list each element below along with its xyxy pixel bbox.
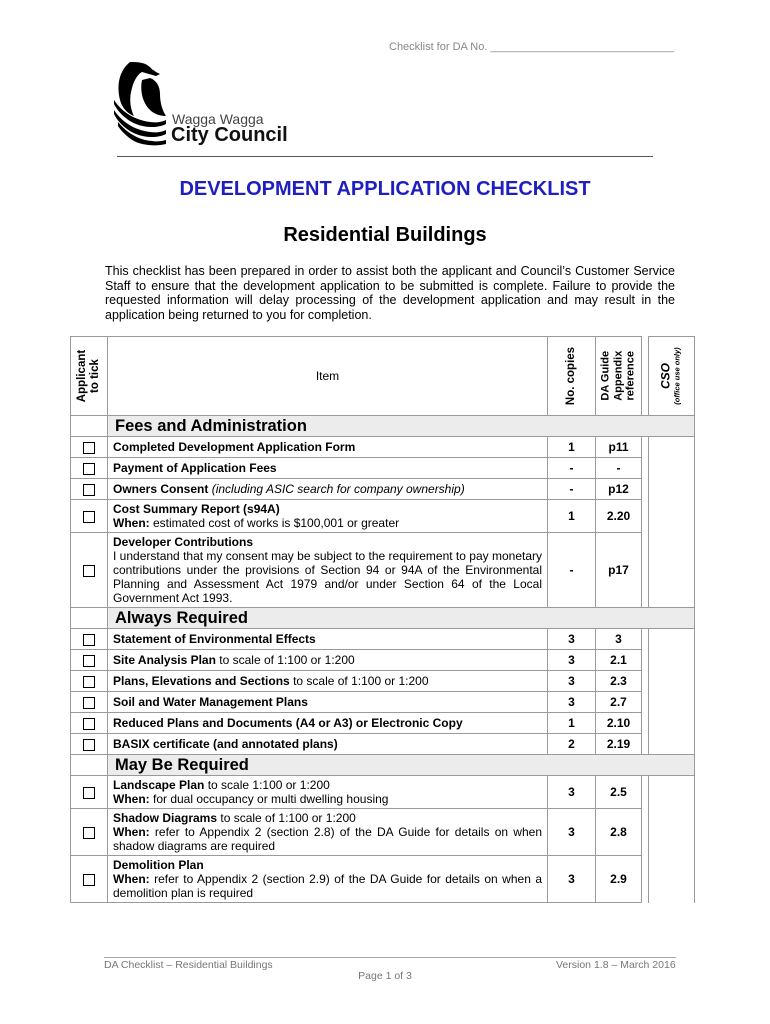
checklist-row [71,458,695,479]
section-title: Always Required [108,608,695,629]
item-line [113,535,542,549]
header-copies-label: No. copies [565,346,578,406]
guide-reference: p12 [596,479,642,500]
copies-value: 3 [548,671,596,692]
copies-value: 1 [548,437,596,458]
checkbox[interactable] [83,655,95,667]
cso-cell[interactable] [649,479,695,500]
item-scale: to scale of 1:100 or 1:200 [215,653,355,667]
cso-cell[interactable] [649,533,695,608]
cso-cell[interactable] [649,629,695,650]
checklist-row [71,479,695,500]
item-description [108,734,548,755]
header-guide [596,337,642,416]
tick-cell[interactable] [71,500,108,533]
gap-cell [642,629,649,650]
gap-cell [642,458,649,479]
item-line [113,461,542,475]
tick-cell[interactable] [71,437,108,458]
table-header-row [71,337,695,416]
condition-text: estimated cost of works is $100,001 or greater [149,516,400,530]
copies-value: 1 [548,713,596,734]
checkbox[interactable] [83,676,95,688]
item-description [108,650,548,671]
item-name: Payment of Application Fees [113,461,277,475]
item-name: Reduced Plans and Documents (A4 or A3) or Electronic Copy [113,716,463,730]
item-description [108,629,548,650]
checkbox[interactable] [83,565,95,577]
header-cso-label: CSO [658,363,673,390]
section-spacer [71,416,108,437]
gap-cell [642,479,649,500]
checkbox[interactable] [83,511,95,523]
checklist-row [71,856,695,903]
header-cso-note: (office use only) [672,347,682,405]
copies-value: - [548,479,596,500]
footer-divider [104,957,676,958]
cso-cell[interactable] [649,776,695,809]
header-divider [117,156,653,157]
footer-version: Version 1.8 – March 2016 [556,959,676,971]
copies-value: 3 [548,809,596,856]
copies-value: 3 [548,856,596,903]
checklist-row [71,713,695,734]
checklist-row [71,692,695,713]
item-scale: to scale of 1:100 or 1:200 [217,811,356,825]
item-line [113,737,542,751]
item-line [113,653,542,667]
gap-cell [642,856,649,903]
checkbox[interactable] [83,484,95,496]
checklist-row [71,500,695,533]
guide-reference: 2.7 [596,692,642,713]
logo-text-line2: City Council [171,124,288,146]
tick-cell[interactable] [71,458,108,479]
da-number-label: Checklist for DA No. ______________________________ [389,41,675,53]
checklist-row [71,437,695,458]
item-name: Developer Contributions [113,535,254,549]
gap-cell [642,337,649,416]
item-name: Shadow Diagrams [113,811,218,825]
cso-cell[interactable] [649,650,695,671]
header-cso [649,337,695,416]
item-line [113,695,542,709]
item-description [108,500,548,533]
item-name: Statement of Environmental Effects [113,632,316,646]
item-name: Plans, Elevations and Sections [113,674,290,688]
item-name: Completed Development Application Form [113,440,356,454]
condition-text: refer to Appendix 2 (section 2.9) of the DA Guide for details on when a demolition plan is required [113,872,542,900]
item-condition [113,872,542,900]
gap-cell [642,650,649,671]
guide-reference: 2.10 [596,713,642,734]
condition-text: refer to Appendix 2 (section 2.8) of the DA Guide for details on when shadow diagrams are required [113,825,542,853]
item-name: BASIX certificate (and annotated plans) [113,737,338,751]
checklist-table [70,336,695,903]
checkbox[interactable] [83,739,95,751]
gap-cell [642,734,649,755]
cso-cell[interactable] [649,671,695,692]
item-name: Landscape Plan [113,778,205,792]
checkbox[interactable] [83,874,95,886]
item-description [108,458,548,479]
cso-cell[interactable] [649,692,695,713]
checklist-row [71,629,695,650]
item-scale: to scale of 1:100 or 1:200 [289,674,429,688]
guide-reference: 2.19 [596,734,642,755]
tick-cell[interactable] [71,809,108,856]
checklist-row [71,734,695,755]
footer-page-number: Page 1 of 3 [358,970,412,982]
copies-value: - [548,533,596,608]
checkbox[interactable] [83,442,95,454]
header-copies [548,337,596,416]
checklist-row [71,533,695,608]
tick-cell[interactable] [71,734,108,755]
item-name: Cost Summary Report (s94A) [113,502,280,516]
checklist-row [71,650,695,671]
gap-cell [642,437,649,458]
logo-text-line1: Wagga Wagga [172,111,264,127]
item-line [113,716,542,730]
section-header-row [71,755,695,776]
gap-cell [642,776,649,809]
item-description [108,692,548,713]
cso-cell[interactable] [649,856,695,903]
copies-value: 3 [548,692,596,713]
page-subtitle: Residential Buildings [283,224,487,246]
guide-reference: 3 [596,629,642,650]
guide-reference: 2.9 [596,856,642,903]
item-description [108,776,548,809]
item-description [108,856,548,903]
tick-cell[interactable] [71,479,108,500]
guide-reference: p11 [596,437,642,458]
item-name: Owners Consent [113,482,209,496]
item-line [113,502,542,516]
gap-cell [642,692,649,713]
item-description [108,809,548,856]
item-line [113,858,542,872]
header-applicant-tick-label: Applicant to tick [76,349,102,403]
item-name: Site Analysis Plan [113,653,216,667]
header-guide-label: DA Guide Appendix reference [599,350,637,402]
item-line [113,440,542,454]
item-scale: to scale 1:100 or 1:200 [204,778,330,792]
tick-cell[interactable] [71,533,108,608]
gap-cell [642,500,649,533]
cso-cell[interactable] [649,500,695,533]
cso-cell[interactable] [649,713,695,734]
guide-reference: p17 [596,533,642,608]
tick-cell[interactable] [71,692,108,713]
tick-cell[interactable] [71,856,108,903]
item-description [108,533,548,608]
item-line [113,811,542,825]
footer-document-name: DA Checklist – Residential Buildings [104,959,273,971]
guide-reference: 2.20 [596,500,642,533]
section-spacer [71,755,108,776]
checkbox[interactable] [83,718,95,730]
checkbox[interactable] [83,697,95,709]
checklist-row [71,776,695,809]
condition-label: When: [113,825,150,839]
condition-label: When: [113,872,150,886]
tick-cell[interactable] [71,671,108,692]
item-line [113,632,542,646]
cso-cell[interactable] [649,458,695,479]
copies-value: 3 [548,629,596,650]
header-item: Item [108,337,548,416]
tick-cell[interactable] [71,650,108,671]
condition-label: When: [113,516,150,530]
item-note: (including ASIC search for company ownership) [208,482,465,496]
intro-paragraph: This checklist has been prepared in order to assist both the applicant and Council’s Customer Service Staff to ensure that the development application to be submitted is complete. Failure to provide the requested information will delay processing of the development application and may result in the application being returned to you for completion. [105,264,675,322]
copies-value: 3 [548,650,596,671]
guide-reference: 2.5 [596,776,642,809]
checkbox[interactable] [83,463,95,475]
item-description [108,479,548,500]
cso-cell[interactable] [649,734,695,755]
checkbox[interactable] [83,827,95,839]
guide-reference: 2.8 [596,809,642,856]
section-header-row [71,608,695,629]
section-title: May Be Required [108,755,695,776]
checklist-row [71,671,695,692]
item-description [108,713,548,734]
condition-label: When: [113,792,150,806]
cso-cell[interactable] [649,437,695,458]
item-description [108,671,548,692]
item-line [113,674,542,688]
tick-cell[interactable] [71,629,108,650]
item-condition [113,825,542,853]
council-logo-icon [112,60,168,146]
page-title: DEVELOPMENT APPLICATION CHECKLIST [179,178,591,200]
header-applicant-tick [71,337,108,416]
item-condition [113,516,542,530]
gap-cell [642,671,649,692]
checkbox[interactable] [83,634,95,646]
item-detail: I understand that my consent may be subject to the requirement to pay monetary contributions under the provisions of Section 94 or 94A of the Environmental Planning and Assessment Act 1979 and/or under Section 64 of the Local Government Act 1993. [113,549,542,605]
item-line [113,482,542,496]
copies-value: 2 [548,734,596,755]
item-condition [113,792,542,806]
copies-value: - [548,458,596,479]
guide-reference: 2.1 [596,650,642,671]
checkbox[interactable] [83,787,95,799]
section-spacer [71,608,108,629]
tick-cell[interactable] [71,776,108,809]
gap-cell [642,713,649,734]
gap-cell [642,809,649,856]
section-header-row [71,416,695,437]
guide-reference: 2.3 [596,671,642,692]
cso-cell[interactable] [649,809,695,856]
tick-cell[interactable] [71,713,108,734]
section-title: Fees and Administration [108,416,695,437]
item-name: Soil and Water Management Plans [113,695,308,709]
guide-reference: - [596,458,642,479]
item-line [113,778,542,792]
item-name: Demolition Plan [113,858,204,872]
condition-text: for dual occupancy or multi dwelling housing [149,792,389,806]
item-description [108,437,548,458]
checklist-row [71,809,695,856]
copies-value: 1 [548,500,596,533]
gap-cell [642,533,649,608]
copies-value: 3 [548,776,596,809]
